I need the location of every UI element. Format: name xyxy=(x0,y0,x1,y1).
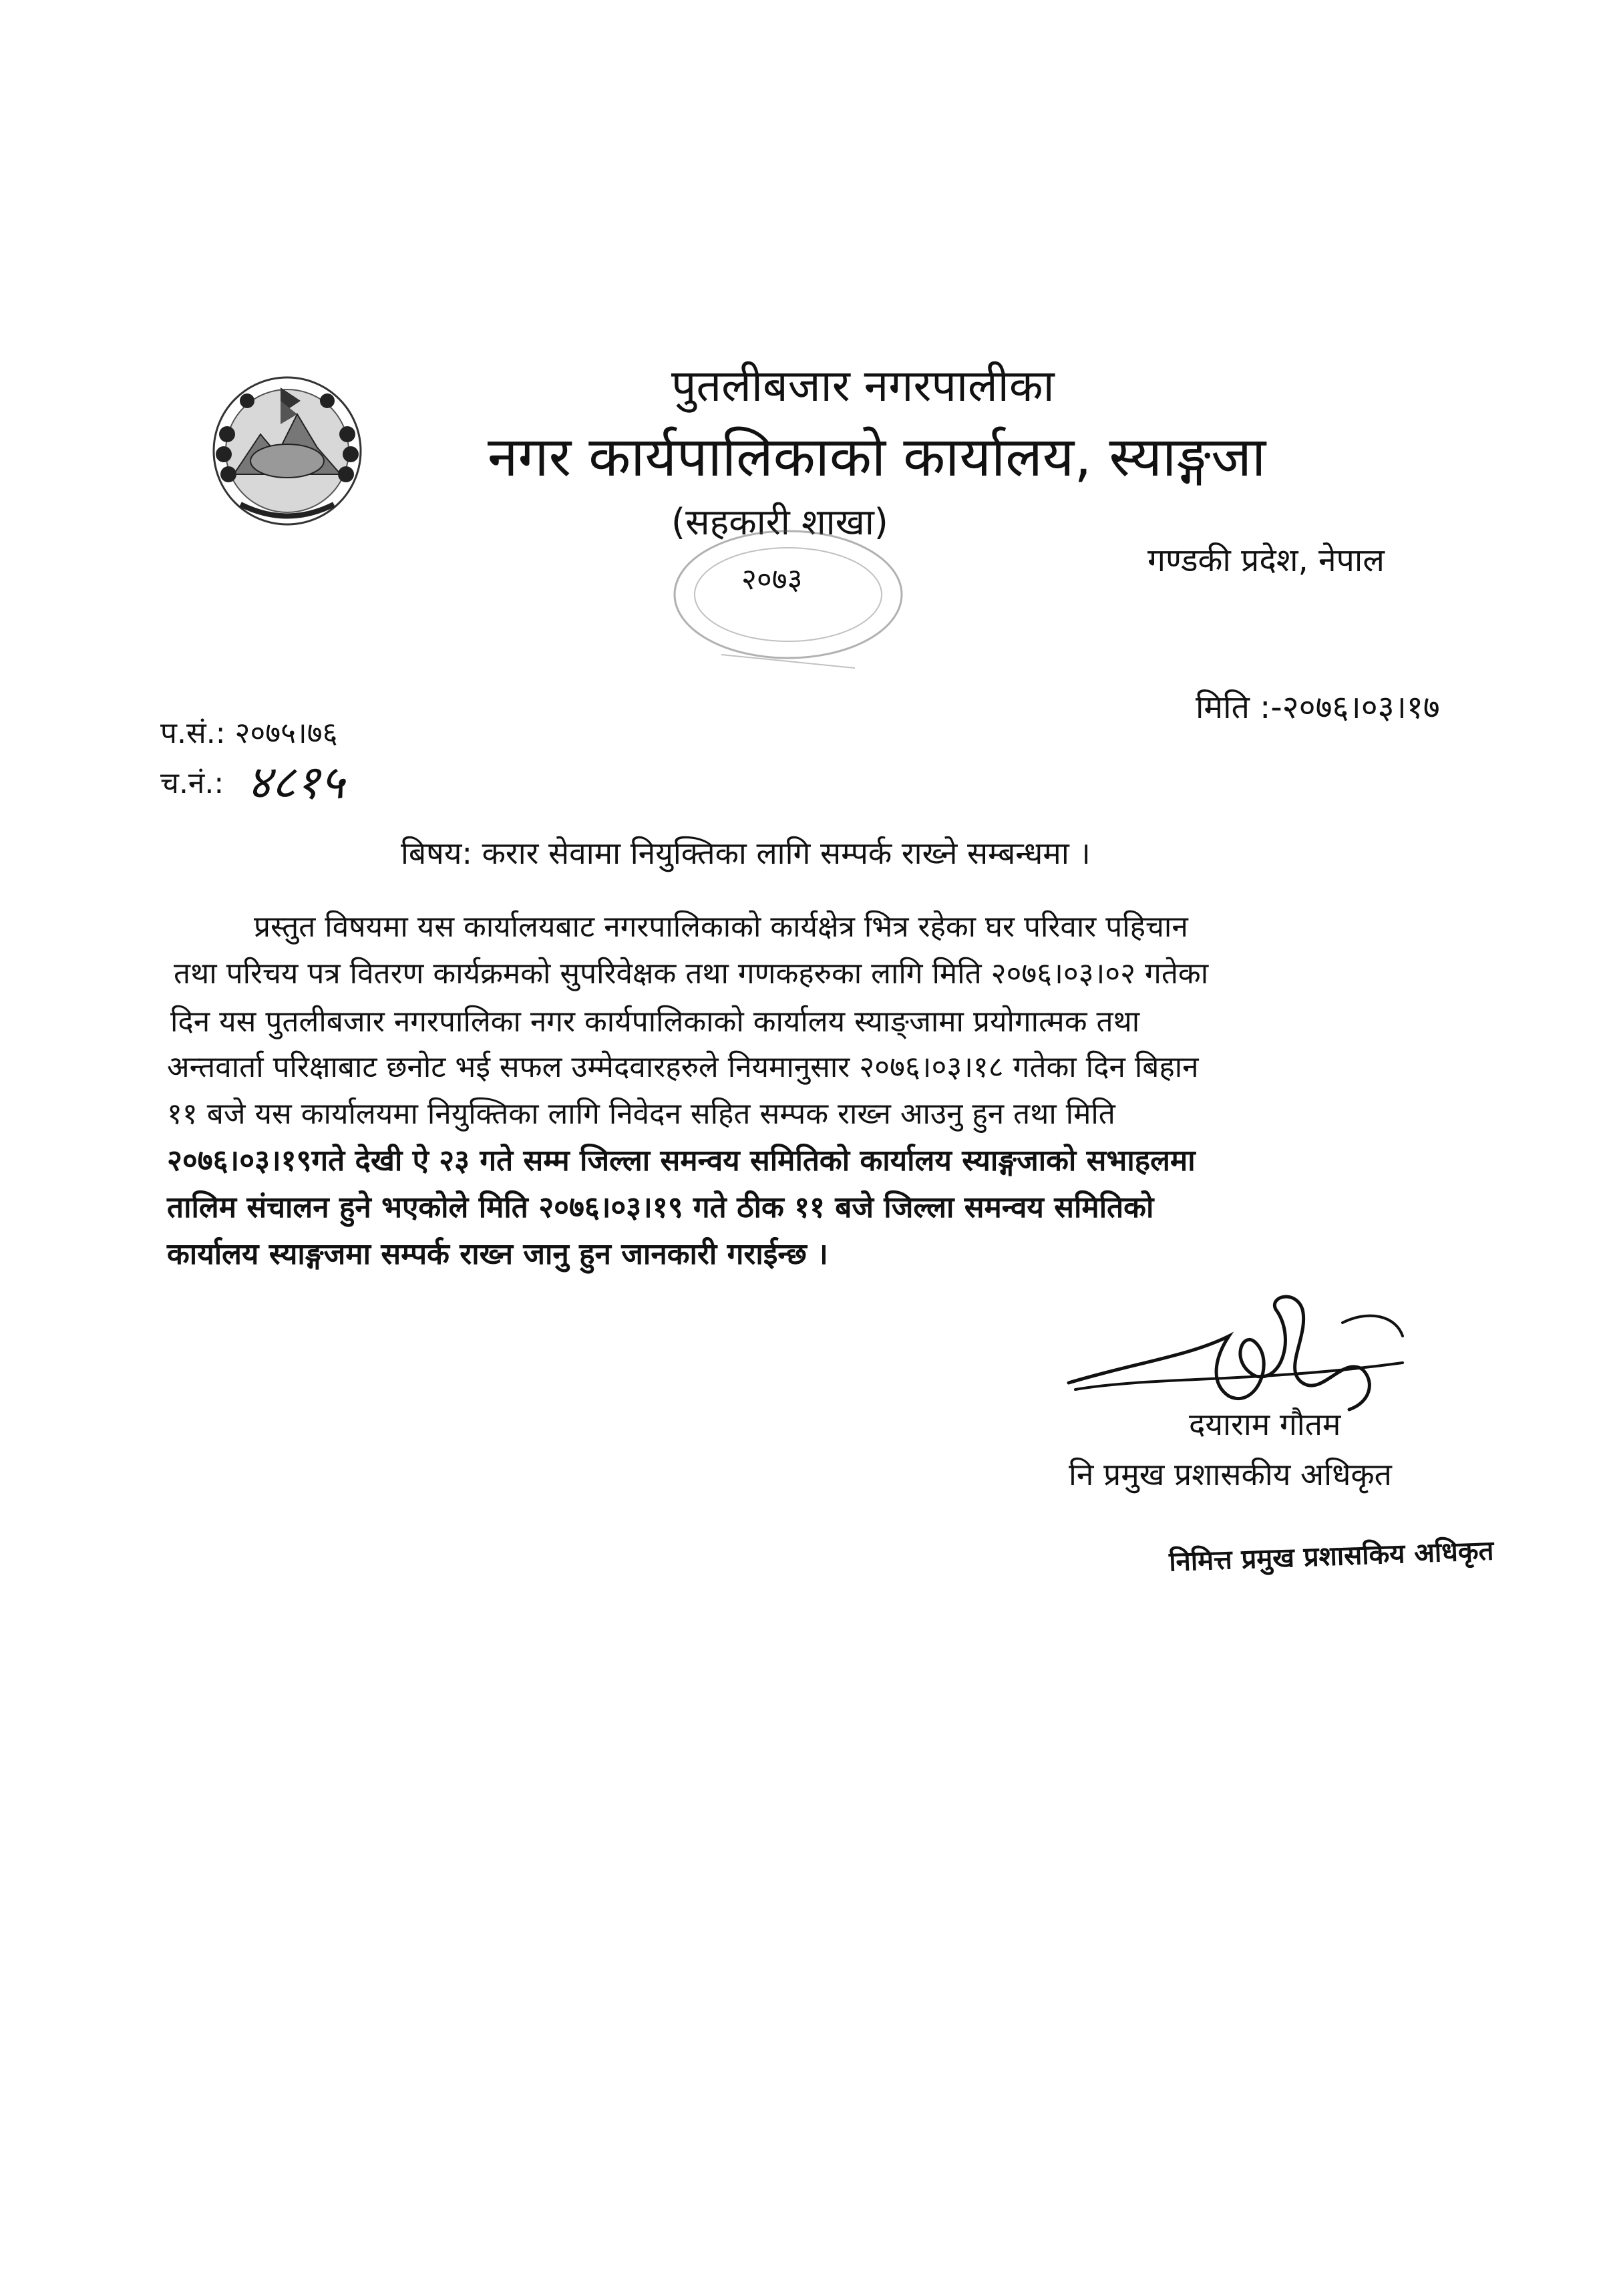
signatory-name: दयाराम गौतम xyxy=(1189,1406,1341,1442)
letter-subject: बिषय: करार सेवामा नियुक्तिका लागि सम्पर्क राख्ने सम्बन्धमा । xyxy=(401,835,1091,871)
designation-seal: निमित्त प्रमुख प्रशासकिय अधिकृत xyxy=(1168,1535,1495,1578)
body-line: तालिम संचालन हुने भएकोले मिति २०७६।०३।१९ गते ठीक ११ बजे जिल्ला समन्वय समितिको xyxy=(167,1190,1154,1224)
body-line: प्रस्तुत विषयमा यस कार्यालयबाट नगरपालिकाको कार्यक्षेत्र भित्र रहेका घर परिवार पहिचान xyxy=(254,910,1188,944)
body-line: दिन यस पुतलीबजार नगरपालिका नगर कार्यपालिकाको कार्यालय स्याङ्जामा प्रयोगात्मक तथा xyxy=(170,1005,1140,1039)
body-line: २०७६।०३।१९गते देखी ऐ २३ गते सम्म जिल्ला समन्वय समितिको कार्यालय स्याङ्गजाको सभाहलमा xyxy=(167,1144,1196,1178)
reference-number: प.सं.: २०७५।७६ xyxy=(160,716,338,750)
body-line: कार्यालय स्याङ्गजमा सम्पर्क राख्न जानु हुन जानकारी गराईन्छ । xyxy=(167,1237,828,1271)
body-line: अन्तवार्ता परिक्षाबाट छनोट भई सफल उम्मेदवारहरुले नियमानुसार २०७६।०३।१८ गतेका दिन बिहान xyxy=(167,1050,1199,1084)
dispatch-number-label: च.नं.: xyxy=(160,766,224,800)
nepal-emblem-icon xyxy=(200,361,374,534)
stamp-year: २०७३ xyxy=(741,562,803,597)
dispatch-number-handwritten: ४८१५ xyxy=(247,755,345,810)
signatory-designation: नि प्रमुख प्रशासकीय अधिकृत xyxy=(1069,1456,1392,1492)
office-stamp xyxy=(668,521,908,681)
office-name: नगर कार्यपालिकाको कार्यालय, स्याङ्गजा xyxy=(488,426,1266,489)
body-line: ११ बजे यस कार्यालयमा नियुक्तिका लागि निवेदन सहित सम्पक राख्न आउनु हुन तथा मिति xyxy=(167,1097,1115,1131)
body-line: तथा परिचय पत्र वितरण कार्यक्रमको सुपरिवेक्षक तथा गणकहरुका लागि मिति २०७६।०३।०२ गतेका xyxy=(174,957,1209,991)
branch-name: (सहकारी शाखा) xyxy=(671,501,888,543)
letter-date: मिति :-२०७६।०३।१७ xyxy=(1196,689,1440,726)
province-address: गण्डकी प्रदेश, नेपाल xyxy=(1147,542,1385,579)
municipality-name: पुतलीबजार नगरपालीका xyxy=(671,360,1055,412)
